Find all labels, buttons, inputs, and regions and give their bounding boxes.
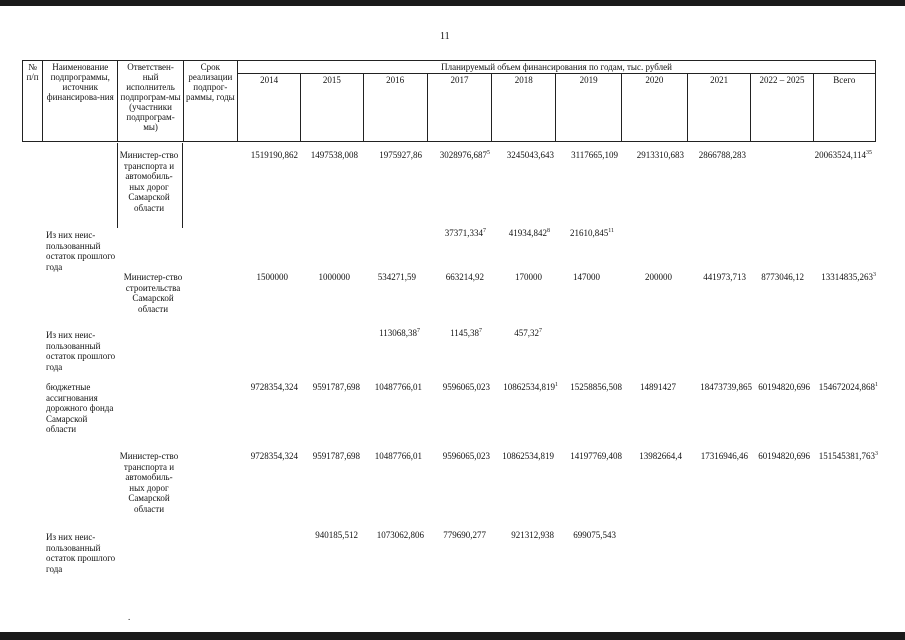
value-cell: 14197769,408 [570,451,622,461]
value-cell: 699075,543 [573,530,616,540]
year-total: Всего [813,74,875,142]
year-2018: 2018 [492,74,556,142]
year-2020: 2020 [621,74,687,142]
year-2014: 2014 [237,74,300,142]
col-executor: Ответствен-ный исполнитель подпрограм-мы (участники подпрограм-мы) [118,61,183,142]
value-cell: 14891427 [640,382,676,392]
executor-cell: Министер-ство транспорта и автомобиль-ных дорог Самарской области [119,451,179,514]
year-2017: 2017 [427,74,491,142]
name-cell: Из них неис-пользованный остаток прошлого года [46,330,116,372]
col-no: № п/п [23,61,43,142]
value-cell: 9591787,698 [312,451,360,461]
value-cell: 457,32$^7$ [514,328,542,338]
year-2022-2025: 2022 – 2025 [751,74,813,142]
value-cell: 2913310,683 [636,150,684,160]
top-border [0,0,905,6]
planned-header: Планируемый объем финансирования по годам, тыс. рублей [237,61,875,74]
value-cell: 3028976,687$^5$ [439,150,490,160]
value-cell: 9596065,023 [442,451,490,461]
name-cell: бюджетные ассигнования дорожного фонда Самарской области [46,382,114,434]
name-cell: Из них неис-пользованный остаток прошлого года [46,230,116,272]
col-divider [182,143,183,228]
year-2021: 2021 [688,74,751,142]
value-cell: 10862534,819 [502,451,554,461]
value-cell: 21610,845$^{11}$ [569,228,614,238]
value-cell: 534271,59 [377,272,416,282]
value-cell: 60194820,696 [758,451,810,461]
value-cell: 921312,938 [511,530,554,540]
value-cell: 170000 [515,272,542,282]
value-cell: 1975927,86 [379,150,422,160]
value-cell: 940185,512 [315,530,358,540]
bottom-border [0,632,905,640]
col-name: Наименование подпрограммы, источник финансирова-ния [43,61,118,142]
value-cell: 1000000 [318,272,350,282]
page-number: 11 [440,31,450,42]
value-cell: 2866788,283 [698,150,746,160]
value-cell: 147000 [573,272,600,282]
value-cell: 8773046,12 [761,272,804,282]
value-cell: 60194820,696 [758,382,810,392]
total-cell: 13314835,263$^3$ [821,272,876,282]
value-cell: 15258856,508 [570,382,622,392]
year-2019: 2019 [556,74,621,142]
value-cell: 17316946,46 [700,451,748,461]
value-cell: 200000 [645,272,672,282]
value-cell: 9728354,324 [250,451,298,461]
value-cell: 18473739,865 [700,382,752,392]
value-cell: 10487766,01 [374,451,422,461]
value-cell: 779690,277 [443,530,486,540]
year-2015: 2015 [301,74,363,142]
total-cell: 20063524,114$^{35}$ [814,150,872,160]
value-cell: 9596065,023 [442,382,490,392]
year-2016: 2016 [363,74,427,142]
value-cell: 3117665,109 [571,150,618,160]
value-cell: 3245043,643 [506,150,554,160]
value-cell: 1145,38$^7$ [450,328,482,338]
value-cell: 37371,334$^7$ [444,228,486,238]
col-term: Срок реализации подпрог-раммы, годы [183,61,237,142]
name-cell: Из них неис-пользованный остаток прошлого года [46,532,116,574]
value-cell: 1500000 [256,272,288,282]
executor-cell: Министер-ство строительства Самарской области [123,272,183,314]
value-cell: 663214,92 [445,272,484,282]
total-cell: 154672024,868$^1$ [818,382,878,392]
value-cell: 9591787,698 [312,382,360,392]
value-cell: 10487766,01 [374,382,422,392]
value-cell: 10862534,819$^1$ [503,382,558,392]
total-cell: 151545381,763$^3$ [818,451,878,461]
value-cell: 9728354,324 [250,382,298,392]
executor-cell: Министер-ство транспорта и автомобиль-ных дорог Самарской области [119,150,179,213]
stray-mark: . [128,612,131,622]
header-table [22,60,876,142]
value-cell: 113068,38$^7$ [379,328,420,338]
value-cell: 41934,842$^8$ [508,228,550,238]
value-cell: 1073062,806 [376,530,424,540]
value-cell: 1497538,008 [310,150,358,160]
value-cell: 1519190,862 [250,150,298,160]
value-cell: 441973,713 [703,272,746,282]
value-cell: 13982664,4 [639,451,682,461]
